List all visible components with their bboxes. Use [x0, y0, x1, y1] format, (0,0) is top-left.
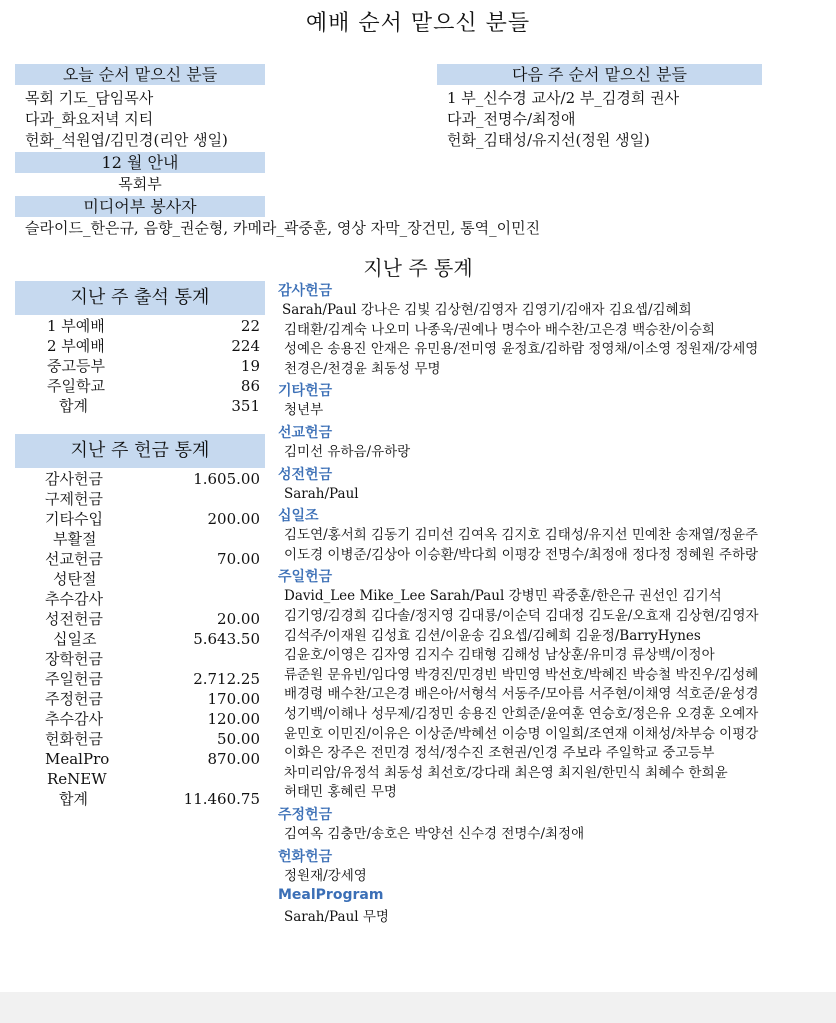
offerer-names: 허태민 홍혜린 무명 — [284, 784, 397, 801]
offerer-names: 김도연/홍서희 김동기 김미선 김여옥 김지호 김태성/유지선 민예찬 송재열/정윤주 — [284, 527, 759, 544]
attendance-label: 주일학교 — [47, 377, 105, 395]
offering-value: 50.00 — [217, 730, 260, 748]
offering-type-heading: 선교헌금 — [278, 425, 333, 441]
stats-title: 지난 주 통계 — [363, 256, 473, 280]
media-text: 슬라이드_한은규, 음향_권순형, 카메라_곽중훈, 영상 자막_장건민, 통역_이민진 — [25, 219, 541, 237]
offering-value: 170.00 — [207, 690, 260, 708]
offering-label: 주정헌금 — [45, 690, 103, 708]
offering-value: 70.00 — [217, 550, 260, 568]
offering-label: 감사헌금 — [45, 470, 103, 488]
offering-type-heading: 십일조 — [278, 508, 319, 525]
offering-value: 1.605.00 — [193, 470, 260, 488]
offerer-names: 김기영/김경희 김다솔/정지영 김대룡/이순덕 김대정 김도윤/오효재 김상현/김영자 — [284, 608, 759, 624]
december-text: 목회부 — [118, 175, 162, 193]
offerer-names: 천경은/천경윤 최동성 무명 — [284, 360, 441, 377]
next-week-line: 헌화_김태성/유지선(정원 생일) — [447, 131, 650, 149]
offerer-names: 차미리암/유정석 최동성 최선호/강다래 최은영 최지원/한민식 최혜수 한희윤 — [284, 764, 728, 781]
offerer-names: 이화은 장주은 전민경 정석/정수진 조현권/인경 주보라 주일학교 중고등부 — [284, 745, 715, 762]
offering-value: 20.00 — [217, 610, 260, 628]
offerer-names: 성예은 송용진 안재은 유민용/전미영 윤정효/김하람 정영채/이소영 정원재/강세영 — [284, 341, 759, 358]
offerer-names: 김여옥 김충만/송호은 박양선 신수경 전명수/최정애 — [284, 826, 585, 842]
today-line: 헌화_석원엽/김민경(리안 생일) — [25, 131, 228, 149]
attendance-value: 22 — [240, 317, 260, 335]
attendance-label: 1 부예배 — [47, 317, 105, 335]
offering-label: 부활절 — [53, 530, 97, 548]
offerer-names: 김석주/이재원 김성효 김션/이윤송 김요셉/김혜희 김윤정/BarryHynes — [284, 627, 701, 644]
offerer-names: David_Lee Mike_Lee Sarah/Paul 강병민 곽중훈/한은규 권선인 김기석 — [284, 588, 722, 605]
attendance-label: 합계 — [59, 397, 88, 415]
offerer-names: Sarah/Paul 무명 — [284, 909, 389, 926]
offering-label: 합계 — [59, 790, 88, 808]
offerer-names: 류준원 문유빈/임다영 박경진/민경빈 박민영 박선호/박혜진 박승철 박진우/김성혜 — [284, 666, 759, 683]
attendance-value: 224 — [231, 337, 260, 355]
offerer-names: 청년부 — [284, 402, 324, 419]
offerer-names: 김윤호/이영은 김자영 김지수 김태형 김해성 남상훈/유미경 류상백/이정아 — [284, 647, 715, 664]
offering-label: 성전헌금 — [45, 610, 103, 628]
offering-label: 추수감사 — [45, 710, 103, 728]
offerer-names: 성기백/이해나 성무제/김정민 송용진 안희준/윤여훈 연승호/정은유 오경훈 오예자 — [284, 706, 759, 722]
next-week-line: 1 부_신수경 교사/2 부_김경희 권사 — [447, 89, 680, 107]
attendance-label: 2 부예배 — [47, 337, 105, 355]
attendance-value: 19 — [240, 357, 260, 375]
today-header: 오늘 순서 맡으신 분들 — [15, 64, 265, 85]
offering-type-heading: 헌화헌금 — [278, 848, 333, 865]
offering-header: 지난 주 헌금 통계 — [15, 434, 265, 468]
page-title: 예배 순서 맡으신 분들 — [305, 11, 531, 36]
offering-value: 5.643.50 — [193, 630, 260, 648]
offering-type-heading: 기타헌금 — [278, 383, 333, 400]
december-header: 12 월 안내 — [15, 152, 265, 173]
offering-value: 120.00 — [207, 710, 260, 728]
offerer-names: 이도경 이병준/김상아 이승환/박다희 이평강 전명수/최정애 정다정 정혜원 주하랑 — [284, 546, 759, 563]
offerer-names: 정원재/강세영 — [284, 867, 367, 884]
offerer-names: Sarah/Paul 강나은 김빛 김상현/김영자 김영기/김애자 김요셉/김혜희 — [282, 302, 692, 318]
offering-label: 헌화헌금 — [45, 730, 103, 748]
attendance-value: 351 — [231, 397, 260, 415]
next-week-line: 다과_전명수/최정애 — [447, 110, 576, 128]
offering-value: 11.460.75 — [183, 790, 260, 808]
offerer-names: 김태환/김계숙 나오미 나종욱/권예나 명수아 배수찬/고은경 백승찬/이승희 — [284, 321, 715, 338]
attendance-value: 86 — [240, 377, 260, 395]
offering-value: 200.00 — [207, 510, 260, 528]
next-week-header: 다음 주 순서 맡으신 분들 — [437, 64, 762, 85]
offering-label: ReNEW — [47, 770, 107, 788]
offering-value: 2.712.25 — [193, 670, 260, 688]
offering-type-heading: MealProgram — [278, 887, 384, 904]
today-line: 다과_화요저녁 지티 — [25, 110, 154, 128]
offerer-names: 김미선 유하음/유하랑 — [284, 444, 411, 460]
attendance-label: 중고등부 — [47, 357, 105, 375]
offering-type-heading: 주일헌금 — [278, 569, 333, 586]
offering-label: 장학헌금 — [45, 650, 103, 668]
offering-label: MealPro — [45, 750, 110, 768]
media-header: 미디어부 봉사자 — [15, 196, 265, 217]
today-line: 목회 기도_담임목사 — [25, 89, 154, 107]
offering-label: 주일헌금 — [45, 670, 103, 688]
offering-table — [15, 469, 265, 809]
offering-label: 기타수입 — [45, 510, 103, 528]
offering-type-heading: 성전헌금 — [278, 466, 333, 483]
offering-label: 추수감사 — [45, 590, 103, 608]
offering-label: 선교헌금 — [45, 550, 103, 568]
offering-label: 성탄절 — [53, 570, 97, 588]
offering-value: 870.00 — [207, 750, 260, 768]
offering-label: 십일조 — [53, 630, 97, 648]
attendance-header: 지난 주 출석 통계 — [15, 281, 265, 315]
offerer-names: 배경령 배수찬/고은경 배은아/서형석 서동주/모아름 서주현/이채영 석호준/윤성경 — [284, 686, 759, 703]
offering-type-heading: 주정헌금 — [278, 807, 333, 823]
footer-bar — [0, 992, 836, 1023]
offerer-names: Sarah/Paul — [284, 485, 359, 502]
offering-type-heading: 감사헌금 — [278, 283, 333, 299]
offerer-names: 윤민호 이민진/이유은 이상준/박혜선 이승명 이일희/조연재 이채성/차부승 이평강 — [284, 725, 759, 742]
attendance-table — [15, 316, 265, 416]
offering-label: 구제헌금 — [45, 490, 103, 508]
